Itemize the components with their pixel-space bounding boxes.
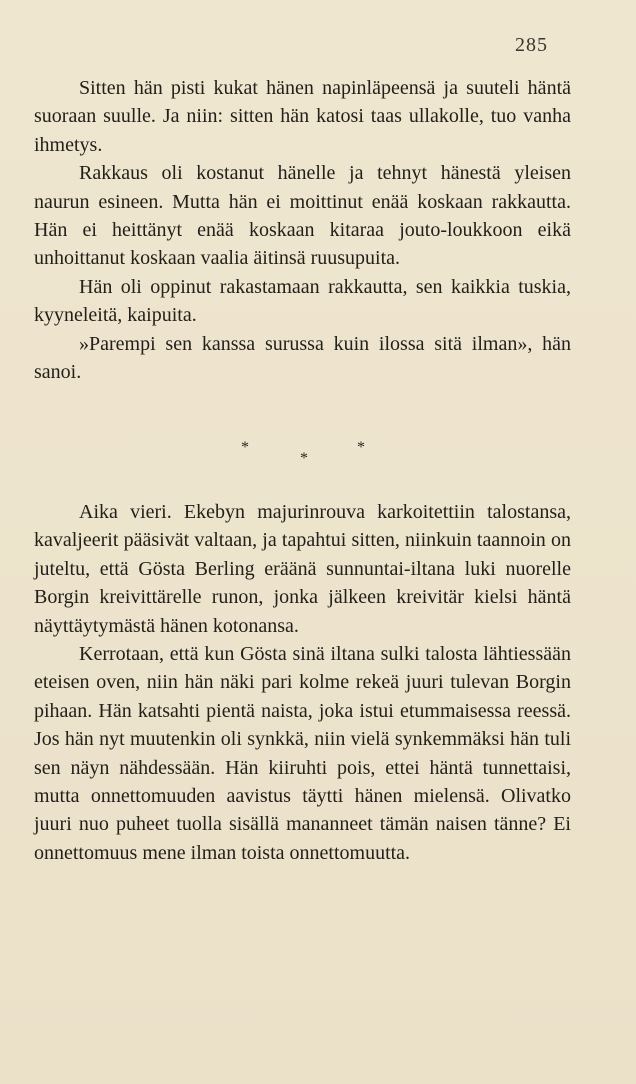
paragraph: Sitten hän pisti kukat hänen napinläpeensä ja suuteli häntä suoraan suulle. Ja niin: sitten hän katosi taas ullakolle, tuo vanha ihmetys. (34, 77, 571, 156)
paragraph: Hän oli oppinut rakastamaan rakkautta, sen kaikkia tuskia, kyyneleitä, kaipuita. (34, 275, 571, 327)
section-separator (0, 436, 636, 468)
page-number: 285 (515, 34, 548, 56)
separator-star: * (241, 439, 249, 456)
separator-star: * (300, 450, 308, 467)
text-section-1 (34, 74, 571, 386)
text-section-2 (34, 498, 571, 867)
paragraph: »Parempi sen kanssa surussa kuin ilossa sitä ilman», hän sanoi. (34, 332, 571, 384)
paragraph: Rakkaus oli kostanut hänelle ja tehnyt hänestä yleisen naurun esineen. Mutta hän ei moittinut enää koskaan rakkautta. Hän ei heittänyt enää koskaan kitaraa jouto-loukkoon eikä unhoittanut koskaan vaalia äitinsä ruusupuita. (34, 162, 571, 270)
paragraph: Aika vieri. Ekebyn majurinrouva karkoitettiin talostansa, kavaljeerit pääsivät valtaan, ja tapahtui sitten, niinkuin taannoin on juteltu, että Gösta Berling eräänä sunnuntai-iltana luki nuorelle Borgin kreivittärelle runon, jonka jälkeen kreivitär kielsi häntä näyttäytymästä hänen kotonansa. (34, 501, 571, 637)
paragraph: Kerrotaan, että kun Gösta sinä iltana sulki talosta lähtiessään eteisen oven, niin hän näki pari kolme rekeä juuri tulevan Borgin pihaan. Hän katsahti pientä naista, joka istui etummaisessa reessä. Jos hän nyt muutenkin oli synkkä, niin vielä synkemmäksi hän tuli sen näyn nähdessään. Hän kiiruhti pois, ettei häntä tunnettaisi, mutta onnettomuuden aavistus täytti hänen mielensä. Olivatko juuri nuo puheet tuolla sisällä mananneet tämän naisen tänne? Ei onnettomuus mene ilman toista onnettomuutta. (34, 643, 571, 864)
separator-star: * (357, 439, 365, 456)
